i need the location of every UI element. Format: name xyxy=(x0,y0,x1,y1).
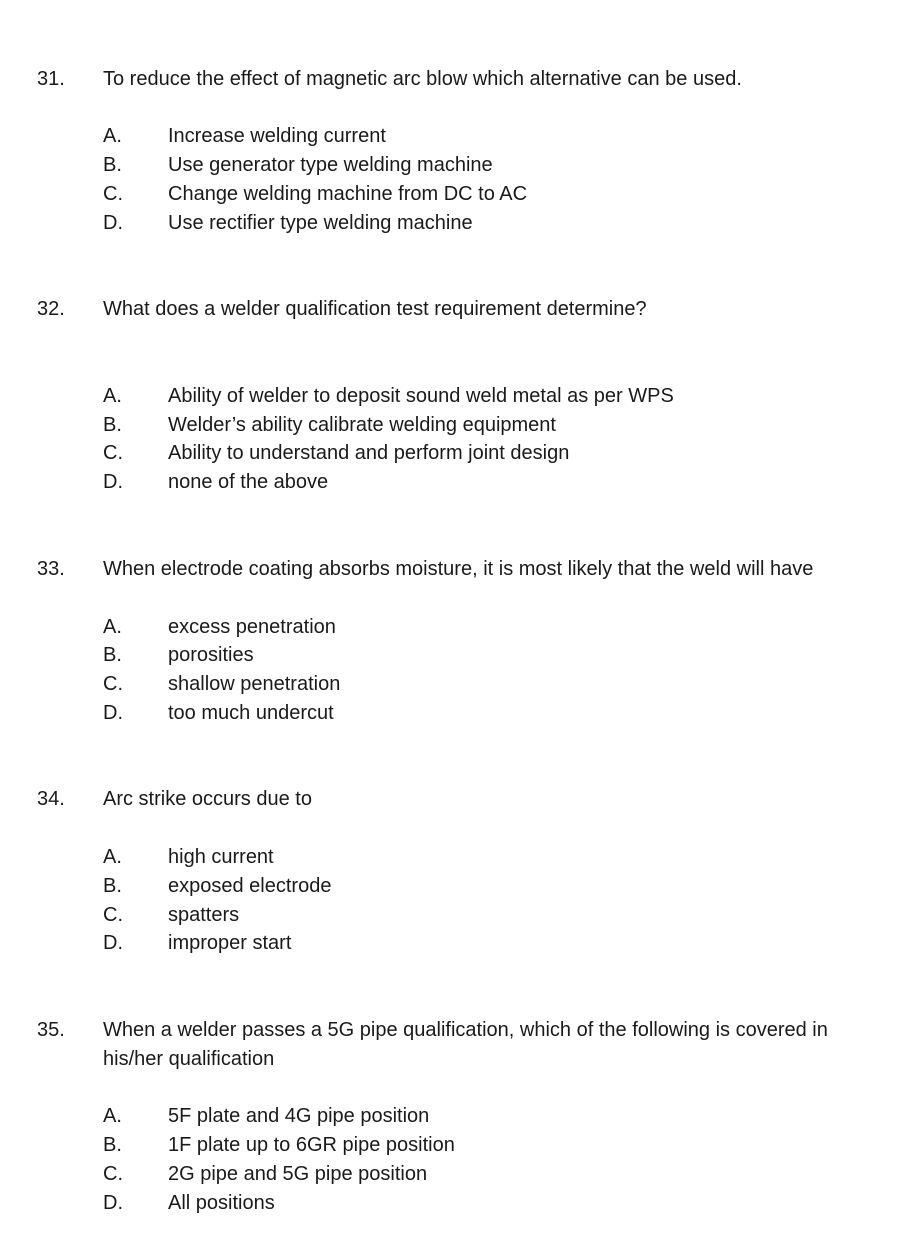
option-text: All positions xyxy=(168,1192,275,1214)
question-number: 35. xyxy=(37,1019,65,1041)
question-number: 33. xyxy=(37,558,65,580)
option-d xyxy=(0,209,900,238)
option-letter: A. xyxy=(103,125,122,147)
option-letter: D. xyxy=(103,702,123,724)
option-letter: A. xyxy=(103,846,122,868)
option-text: Use rectifier type welding machine xyxy=(168,212,473,234)
option-text: high current xyxy=(168,846,274,868)
option-text: Ability to understand and perform joint design xyxy=(168,442,570,464)
option-letter: A. xyxy=(103,385,122,407)
option-c xyxy=(0,670,900,699)
option-text: spatters xyxy=(168,904,240,926)
option-b xyxy=(0,1131,900,1160)
option-c xyxy=(0,901,900,930)
question-number: 31. xyxy=(37,68,65,90)
question-number: 32. xyxy=(37,298,65,320)
option-c xyxy=(0,439,900,468)
option-text: 5F plate and 4G pipe position xyxy=(168,1105,430,1127)
option-letter: C. xyxy=(103,183,123,205)
option-c xyxy=(0,1160,900,1189)
option-text: Increase welding current xyxy=(168,125,386,147)
option-letter: C. xyxy=(103,1163,123,1185)
option-letter: B. xyxy=(103,154,122,176)
option-letter: C. xyxy=(103,673,123,695)
option-c xyxy=(0,180,900,209)
option-text: none of the above xyxy=(168,471,329,493)
option-d xyxy=(0,929,900,958)
option-a xyxy=(0,613,900,642)
option-text: shallow penetration xyxy=(168,673,341,695)
option-letter: A. xyxy=(103,616,122,638)
option-text: 2G pipe and 5G pipe position xyxy=(168,1163,428,1185)
option-text: exposed electrode xyxy=(168,875,332,897)
option-d xyxy=(0,468,900,497)
option-text: porosities xyxy=(168,644,254,666)
option-text: Use generator type welding machine xyxy=(168,154,493,176)
option-a xyxy=(0,1102,900,1131)
option-a xyxy=(0,122,900,151)
option-a xyxy=(0,843,900,872)
option-d xyxy=(0,699,900,728)
option-b xyxy=(0,872,900,901)
option-text: too much undercut xyxy=(168,702,334,724)
option-b xyxy=(0,411,900,440)
question-number: 34. xyxy=(37,788,65,810)
option-letter: D. xyxy=(103,932,123,954)
question-text: Arc strike occurs due to xyxy=(103,788,312,810)
option-letter: D. xyxy=(103,471,123,493)
option-letter: B. xyxy=(103,644,122,666)
option-letter: C. xyxy=(103,442,123,464)
option-letter: D. xyxy=(103,212,123,234)
option-a xyxy=(0,382,900,411)
option-letter: B. xyxy=(103,414,122,436)
option-b xyxy=(0,151,900,180)
option-text: excess penetration xyxy=(168,616,336,638)
option-letter: A. xyxy=(103,1105,122,1127)
option-letter: C. xyxy=(103,904,123,926)
option-text: Change welding machine from DC to AC xyxy=(168,183,528,205)
option-b xyxy=(0,641,900,670)
option-letter: B. xyxy=(103,875,122,897)
question-text: What does a welder qualification test requirement determine? xyxy=(103,298,647,320)
option-letter: B. xyxy=(103,1134,122,1156)
option-text: improper start xyxy=(168,932,292,954)
question-text: To reduce the effect of magnetic arc blow which alternative can be used. xyxy=(103,68,742,90)
option-letter: D. xyxy=(103,1192,123,1214)
option-d xyxy=(0,1189,900,1218)
question-text: When a welder passes a 5G pipe qualification, which of the following is covered in his/her qualification xyxy=(103,1019,828,1070)
option-text: Welder’s ability calibrate welding equipment xyxy=(168,414,556,436)
question-text: When electrode coating absorbs moisture, it is most likely that the weld will have xyxy=(103,558,814,580)
option-text: 1F plate up to 6GR pipe position xyxy=(168,1134,455,1156)
option-text: Ability of welder to deposit sound weld metal as per WPS xyxy=(168,385,674,407)
